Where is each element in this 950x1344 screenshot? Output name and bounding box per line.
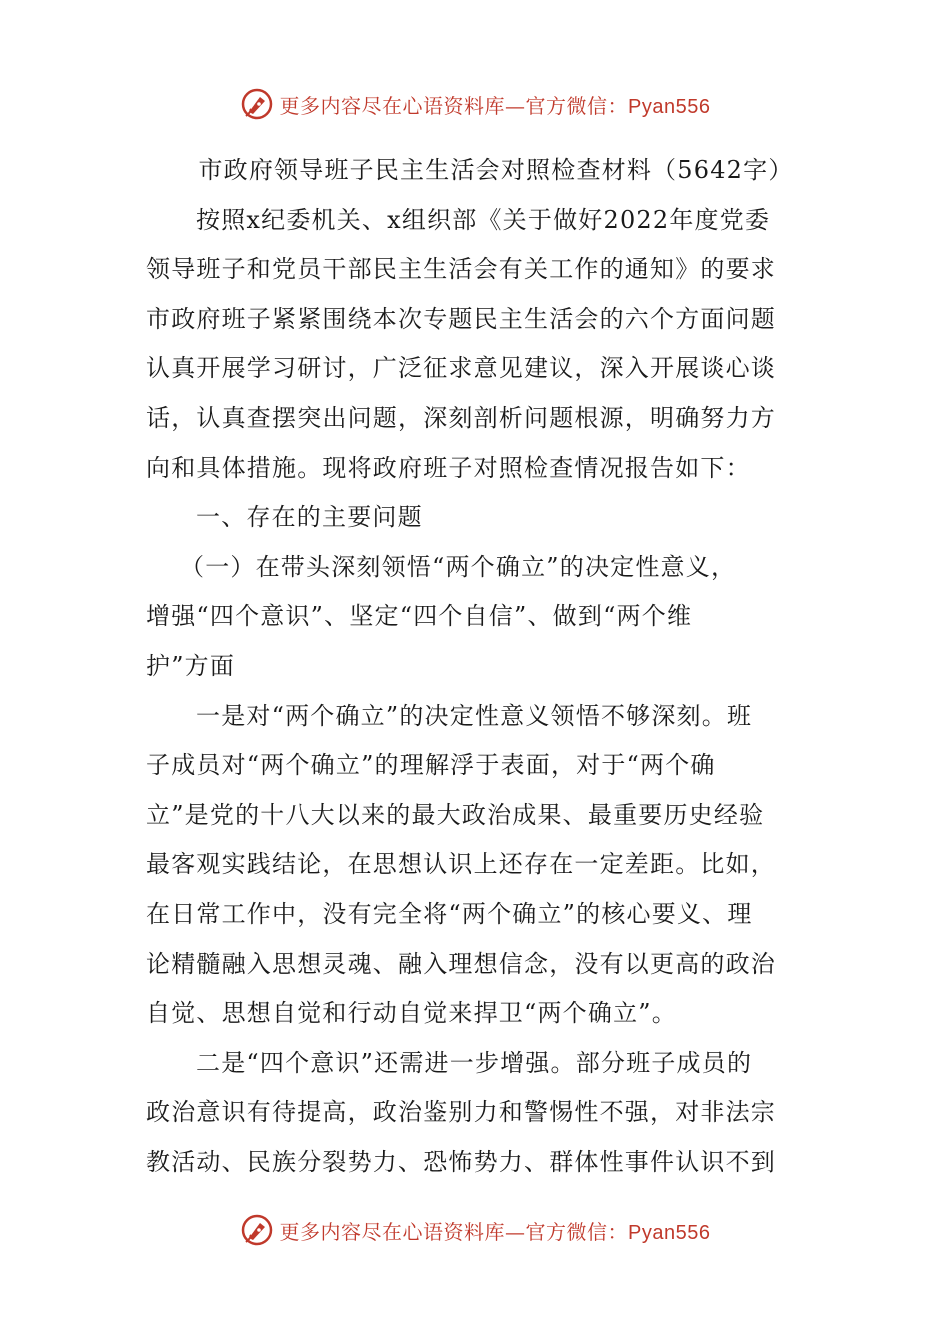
intro-line: 认真开展学习研讨，广泛征求意见建议，深入开展谈心谈 (146, 354, 776, 383)
point1-line: 自觉、思想自觉和行动自觉来捍卫“两个确立”。 (146, 999, 677, 1028)
footer-banner-text: 更多内容尽在心语资料库—官方微信：Pyan556 (279, 1219, 711, 1244)
intro-line: 话，认真查摆突出问题，深刻剖析问题根源，明确努力方 (146, 403, 776, 432)
intro-line: 向和具体措施。现将政府班子对照检查情况报告如下： (146, 453, 751, 482)
point1-line: 立”是党的十八大以来的最大政治成果、最重要历史经验 (146, 800, 765, 829)
footer-banner-wechat-id: Pyan556 (628, 1221, 711, 1244)
point1-line: 论精髓融入思想灵魂、融入理想信念，没有以更高的政治 (146, 949, 776, 978)
point2-line: 教活动、民族分裂势力、恐怖势力、群体性事件认识不到 (146, 1147, 776, 1176)
header-banner-text: 更多内容尽在心语资料库—官方微信：Pyan556 (279, 93, 711, 118)
subsection-heading-line: 增强“四个意识”、坚定“四个自信”、做到“两个维 (146, 602, 693, 631)
point1-line: 子成员对“两个确立”的理解浮于表面，对于“两个确 (146, 751, 716, 780)
document-title: 市政府领导班子民主生活会对照检查材料（5642字） (198, 156, 794, 184)
point1-line: 在日常工作中，没有完全将“两个确立”的核心要义、理 (146, 899, 753, 928)
subsection-heading-line: 护”方面 (146, 651, 236, 680)
header-banner-wechat-id: Pyan556 (628, 95, 711, 118)
point2-line: 政治意识有待提高，政治鉴别力和警惕性不强，对非法宗 (146, 1098, 776, 1127)
pen-nib-circle-icon (240, 87, 274, 121)
section-heading: 一、存在的主要问题 (196, 503, 423, 532)
subsection-heading-line: （一）在带头深刻领悟“两个确立”的决定性意义， (180, 552, 737, 581)
intro-line: 按照x纪委机关、x组织部《关于做好2022年度党委 (196, 205, 771, 234)
header-banner (0, 84, 950, 124)
point1-line: 最客观实践结论，在思想认识上还存在一定差距。比如， (146, 850, 776, 879)
intro-line: 领导班子和党员干部民主生活会有关工作的通知》的要求 (146, 255, 776, 284)
intro-line: 市政府班子紧紧围绕本次专题民主生活会的六个方面问题 (146, 304, 776, 333)
footer-banner (0, 1210, 950, 1250)
point2-line: 二是“四个意识”还需进一步增强。部分班子成员的 (196, 1048, 753, 1077)
pen-nib-circle-icon (240, 1213, 274, 1247)
point1-line: 一是对“两个确立”的决定性意义领悟不够深刻。班 (196, 701, 753, 730)
document-body (146, 146, 806, 1187)
